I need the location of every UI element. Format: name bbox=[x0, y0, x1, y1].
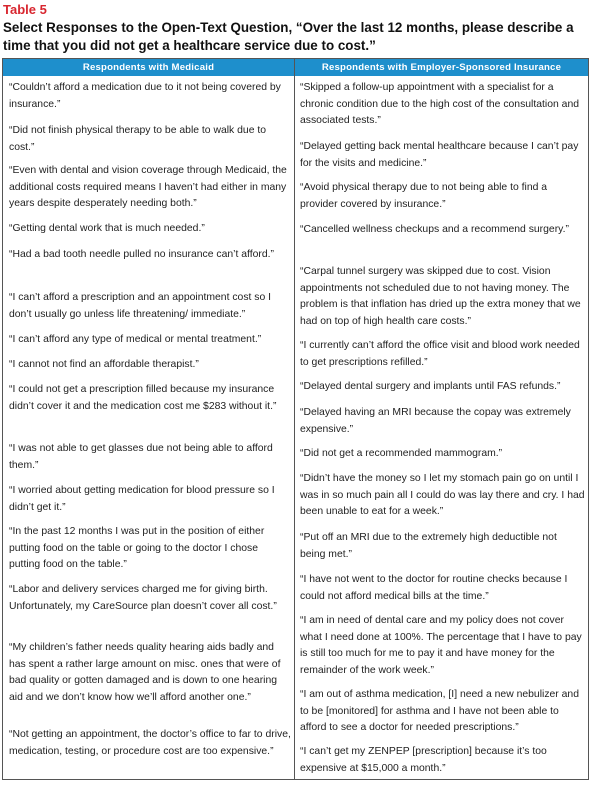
medicaid-response: “In the past 12 months I was put in the position of either putting food on the table or going to the doctor I chose putting food on the table.” bbox=[9, 526, 265, 571]
medicaid-response: “Couldn’t afford a medication due to it not being covered by insurance.” bbox=[9, 82, 281, 110]
employer-response: “I am out of asthma medication, [I] need a new nebulizer and to be [monitored] for asthma and I have not been able to afford to see a doctor for needed prescriptions.” bbox=[300, 689, 579, 734]
medicaid-response: “My children’s father needs quality hearing aids badly and has spent a rather large amount on misc. ones that were of bad quality or gotten damaged and is down to one hearing aid and we don’t know how we’ll afford another one.” bbox=[9, 642, 281, 703]
medicaid-response: “Had a bad tooth needle pulled no insurance can’t afford.” bbox=[9, 249, 274, 260]
employer-response: “Put off an MRI due to the extremely high deductible not being met.” bbox=[300, 532, 557, 560]
medicaid-response: “I was not able to get glasses due not being able to afford them.” bbox=[9, 443, 273, 471]
medicaid-response: “I could not get a prescription filled because my insurance didn’t cover it and the medication cost me $283 without it.” bbox=[9, 384, 277, 412]
medicaid-response: “Not getting an appointment, the doctor’s office to far to drive, medication, testing, or procedure cost are too expensive.” bbox=[9, 729, 291, 757]
employer-response: “Avoid physical therapy due to not being able to find a provider covered by insurance.” bbox=[300, 182, 548, 210]
header-medicaid: Respondents with Medicaid bbox=[3, 59, 294, 76]
employer-response: “Delayed getting back mental healthcare because I can’t pay for the visits and medicine.” bbox=[300, 141, 579, 169]
employer-response: “I am in need of dental care and my policy does not cover what I need done at 100%. The percentage that I have to pay is still too much for me to pay it and have money for the remainder of the work week.” bbox=[300, 615, 582, 676]
employer-response: “Delayed dental surgery and implants until FAS refunds.” bbox=[300, 381, 561, 392]
employer-response: “Carpal tunnel surgery was skipped due to cost. Vision appointments not scheduled due to not having money. The problem is that inflation has dried up the extra money that we had on top of high health care costs.” bbox=[300, 266, 581, 327]
employer-response: “Cancelled wellness checkups and a recommend surgery.” bbox=[300, 224, 569, 235]
employer-response: “I currently can’t afford the office visit and blood work needed to get prescriptions refilled.” bbox=[300, 340, 580, 368]
employer-response: “I have not went to the doctor for routine checks because I could not afford medical bills at the time.” bbox=[300, 574, 568, 602]
medicaid-response: “Even with dental and vision coverage through Medicaid, the additional costs required means I haven’t had either in many years despite desperately needing both.” bbox=[9, 165, 287, 210]
column-divider bbox=[294, 59, 295, 779]
medicaid-response: “I cannot not find an affordable therapist.” bbox=[9, 359, 199, 370]
medicaid-response: “I worried about getting medication for blood pressure so I didn’t get it.” bbox=[9, 485, 275, 513]
responses-table bbox=[2, 58, 589, 780]
table-caption: Select Responses to the Open-Text Question, “Over the last 12 months, please describe a time that you did not get a healthcare service due to cost.” bbox=[3, 20, 574, 53]
medicaid-response: “Labor and delivery services charged me for giving birth. Unfortunately, my CareSource plan doesn’t cover all cost.” bbox=[9, 584, 277, 612]
employer-response: “Did not get a recommended mammogram.” bbox=[300, 448, 503, 459]
employer-response: “I can’t get my ZENPEP [prescription] because it’s too expensive at $15,000 a month.” bbox=[300, 746, 547, 774]
medicaid-response: “I can’t afford a prescription and an appointment cost so I don’t usually go unless life threatening/ immediate.” bbox=[9, 292, 272, 320]
medicaid-response: “Did not finish physical therapy to be able to walk due to cost.” bbox=[9, 125, 267, 153]
medicaid-response: “Getting dental work that is much needed.” bbox=[9, 223, 205, 234]
employer-response: “Delayed having an MRI because the copay was extremely expensive.” bbox=[300, 407, 571, 435]
header-employer: Respondents with Employer-Sponsored Insurance bbox=[295, 59, 588, 76]
employer-response: “Skipped a follow-up appointment with a specialist for a chronic condition due to the high cost of the consultation and associated tests.” bbox=[300, 82, 580, 127]
medicaid-response: “I can’t afford any type of medical or mental treatment.” bbox=[9, 334, 262, 345]
employer-response: “Didn’t have the money so I let my stomach pain go on until I was in so much pain all I could do was lay there and cry. I had been unable to eat for a week.” bbox=[300, 473, 585, 518]
table-label: Table 5 bbox=[3, 2, 47, 17]
